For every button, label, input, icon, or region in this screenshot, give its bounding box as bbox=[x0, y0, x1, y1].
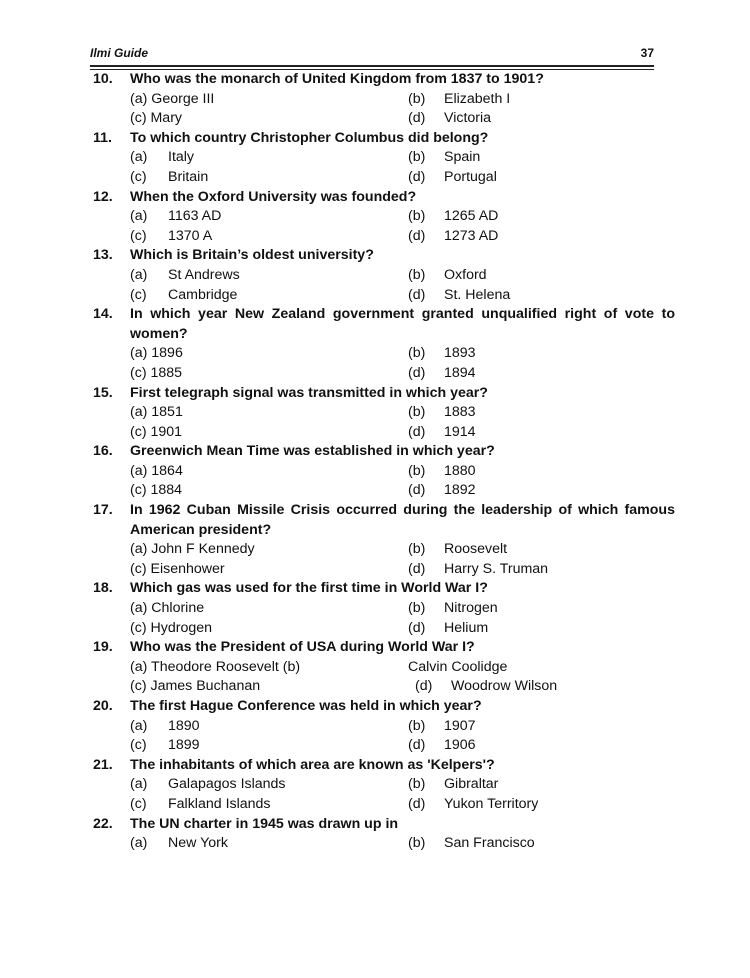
option-text: Gibraltar bbox=[444, 776, 499, 793]
question-text: In 1962 Cuban Missile Crisis occurred during the leadership of which famous American president? bbox=[130, 502, 675, 538]
option-label: (d) bbox=[408, 286, 426, 303]
option-label: (d) bbox=[408, 737, 426, 754]
option-text: 1892 bbox=[444, 482, 476, 499]
option-row bbox=[0, 266, 750, 286]
option-label: (d) bbox=[408, 110, 426, 127]
option-row bbox=[0, 795, 750, 815]
option-row bbox=[0, 540, 750, 560]
question-item bbox=[0, 384, 750, 404]
question-number: 19. bbox=[93, 639, 113, 656]
option-label: (c) bbox=[130, 227, 147, 244]
question-item bbox=[0, 246, 750, 266]
option-label: (a) bbox=[130, 776, 148, 793]
option-row bbox=[0, 619, 750, 639]
option-text: Portugal bbox=[444, 168, 497, 185]
option-row bbox=[0, 364, 750, 384]
option-row bbox=[0, 207, 750, 227]
question-list bbox=[0, 70, 750, 854]
question-item bbox=[0, 638, 750, 658]
option-label: (b) bbox=[408, 266, 426, 283]
option-label: (c) Hydrogen bbox=[130, 619, 213, 636]
option-text: Calvin Coolidge bbox=[408, 658, 508, 675]
question-item bbox=[0, 756, 750, 776]
option-row bbox=[0, 599, 750, 619]
option-text: 1370 A bbox=[168, 227, 213, 244]
question-number: 12. bbox=[93, 188, 113, 205]
option-label: (d) bbox=[408, 482, 426, 499]
option-label: (c) 1884 bbox=[130, 482, 183, 499]
option-text: Falkland Islands bbox=[168, 795, 271, 812]
option-row bbox=[0, 481, 750, 501]
option-text: 1893 bbox=[444, 345, 476, 362]
question-number: 22. bbox=[93, 815, 113, 832]
option-label: (b) bbox=[408, 462, 426, 479]
option-row bbox=[0, 344, 750, 364]
question-item bbox=[0, 815, 750, 835]
question-text: When the Oxford University was founded? bbox=[130, 188, 417, 205]
question-number: 15. bbox=[93, 384, 113, 401]
option-label: (a) 1896 bbox=[130, 345, 183, 362]
option-row bbox=[0, 90, 750, 110]
option-text: Victoria bbox=[444, 110, 492, 127]
page-number: 37 bbox=[640, 46, 654, 60]
option-text: St. Helena bbox=[444, 286, 511, 303]
option-label: (d) bbox=[408, 560, 426, 577]
question-text: In which year New Zealand government granted unqualified right of vote to women? bbox=[130, 306, 675, 342]
option-text: San Francisco bbox=[444, 835, 535, 852]
option-label: (a) bbox=[130, 149, 148, 166]
question-text: Which gas was used for the first time in World War I? bbox=[130, 580, 488, 597]
option-label: (d) bbox=[415, 678, 433, 695]
option-text: 1265 AD bbox=[444, 208, 499, 225]
option-row bbox=[0, 227, 750, 247]
option-text: 1880 bbox=[444, 462, 476, 479]
option-row bbox=[0, 109, 750, 129]
question-item bbox=[0, 442, 750, 462]
option-label: (d) bbox=[408, 423, 426, 440]
question-item bbox=[0, 579, 750, 599]
option-text: Nitrogen bbox=[444, 600, 498, 617]
option-label: (d) bbox=[408, 227, 426, 244]
question-text: To which country Christopher Columbus did belong? bbox=[130, 129, 489, 146]
question-item bbox=[0, 501, 750, 540]
option-label: (a) George III bbox=[130, 90, 215, 107]
option-label: (d) bbox=[408, 168, 426, 185]
question-text: The first Hague Conference was held in which year? bbox=[130, 698, 482, 714]
option-label: (a) John F Kennedy bbox=[130, 541, 255, 558]
option-label: (d) bbox=[408, 619, 426, 636]
question-item bbox=[0, 305, 750, 344]
question-number: 13. bbox=[93, 247, 113, 264]
option-row bbox=[0, 168, 750, 188]
option-text: Britain bbox=[168, 168, 209, 185]
option-text: 1899 bbox=[168, 737, 200, 754]
option-label: (b) bbox=[408, 345, 426, 362]
option-label: (b) bbox=[408, 717, 426, 734]
option-row bbox=[0, 148, 750, 168]
option-text: St Andrews bbox=[168, 266, 240, 283]
option-text: 1907 bbox=[444, 717, 476, 734]
option-label: (c) bbox=[130, 286, 147, 303]
option-text: Yukon Territory bbox=[444, 795, 539, 812]
option-label: (d) bbox=[408, 364, 426, 381]
option-row bbox=[0, 775, 750, 795]
option-row bbox=[0, 286, 750, 306]
option-label: (a) bbox=[130, 208, 148, 225]
question-text: Who was the monarch of United Kingdom from 1837 to 1901? bbox=[130, 71, 544, 87]
question-item bbox=[0, 697, 750, 717]
option-label: (a) Chlorine bbox=[130, 600, 205, 617]
option-label: (b) bbox=[408, 149, 426, 166]
option-text: Elizabeth I bbox=[444, 90, 511, 107]
option-label: (b) bbox=[408, 600, 426, 617]
book-title: Ilmi Guide bbox=[90, 46, 149, 60]
option-text: 1163 AD bbox=[168, 208, 222, 225]
header-rule bbox=[90, 65, 654, 67]
option-text: Harry S. Truman bbox=[444, 560, 549, 577]
option-label: (a) 1851 bbox=[130, 404, 183, 421]
option-text: 1273 AD bbox=[444, 227, 499, 244]
question-number: 17. bbox=[93, 502, 113, 519]
option-row bbox=[0, 834, 750, 854]
question-text: Which is Britain’s oldest university? bbox=[130, 247, 374, 264]
question-text: Who was the President of USA during World War I? bbox=[130, 639, 475, 656]
option-text: New York bbox=[168, 835, 228, 852]
option-text: Oxford bbox=[444, 266, 487, 283]
option-label: (a) bbox=[130, 835, 148, 852]
option-text: Roosevelt bbox=[444, 541, 508, 558]
option-label: (b) bbox=[408, 404, 426, 421]
option-label: (c) 1885 bbox=[130, 364, 183, 381]
option-text: 1894 bbox=[444, 364, 476, 381]
option-label: (c) 1901 bbox=[130, 423, 183, 440]
question-number: 21. bbox=[93, 756, 113, 773]
question-text: The inhabitants of which area are known as 'Kelpers'? bbox=[130, 756, 495, 773]
option-text: 1906 bbox=[444, 737, 476, 754]
option-label: (c) bbox=[130, 168, 147, 185]
option-text: Galapagos Islands bbox=[168, 776, 286, 793]
option-row bbox=[0, 462, 750, 482]
question-text: Greenwich Mean Time was established in which year? bbox=[130, 443, 495, 460]
option-text: Helium bbox=[444, 619, 489, 636]
question-number: 11. bbox=[93, 129, 112, 146]
option-label: (a) Theodore Roosevelt (b) bbox=[130, 658, 301, 675]
question-number: 18. bbox=[93, 580, 113, 597]
question-item bbox=[0, 70, 750, 90]
question-number: 14. bbox=[93, 306, 113, 323]
option-label: (c) Mary bbox=[130, 110, 183, 127]
page-header bbox=[90, 46, 654, 64]
question-text: First telegraph signal was transmitted in which year? bbox=[130, 384, 488, 401]
option-label: (b) bbox=[408, 90, 426, 107]
option-label: (b) bbox=[408, 541, 426, 558]
option-label: (c) Eisenhower bbox=[130, 560, 225, 577]
option-row bbox=[0, 658, 750, 678]
option-row bbox=[0, 423, 750, 443]
option-label: (a) bbox=[130, 266, 148, 283]
option-text: Woodrow Wilson bbox=[451, 678, 558, 695]
option-text: Italy bbox=[168, 149, 195, 166]
question-text: The UN charter in 1945 was drawn up in bbox=[130, 815, 399, 832]
option-text: 1890 bbox=[168, 717, 200, 734]
option-text: 1914 bbox=[444, 423, 476, 440]
option-label: (b) bbox=[408, 835, 426, 852]
option-row bbox=[0, 736, 750, 756]
option-label: (b) bbox=[408, 208, 426, 225]
option-label: (a) 1864 bbox=[130, 462, 183, 479]
option-row bbox=[0, 403, 750, 423]
question-number: 20. bbox=[93, 698, 113, 714]
option-label: (c) bbox=[130, 795, 147, 812]
question-number: 16. bbox=[93, 443, 113, 460]
question-item bbox=[0, 188, 750, 208]
option-label: (c) James Buchanan bbox=[130, 678, 261, 695]
option-row bbox=[0, 560, 750, 580]
option-row bbox=[0, 717, 750, 737]
question-item bbox=[0, 129, 750, 149]
option-label: (b) bbox=[408, 776, 426, 793]
option-label: (c) bbox=[130, 737, 147, 754]
option-row bbox=[0, 677, 750, 697]
option-text: Spain bbox=[444, 149, 481, 166]
question-number: 10. bbox=[93, 71, 113, 87]
option-text: Cambridge bbox=[168, 286, 238, 303]
option-label: (d) bbox=[408, 795, 426, 812]
option-text: 1883 bbox=[444, 404, 476, 421]
option-label: (a) bbox=[130, 717, 148, 734]
